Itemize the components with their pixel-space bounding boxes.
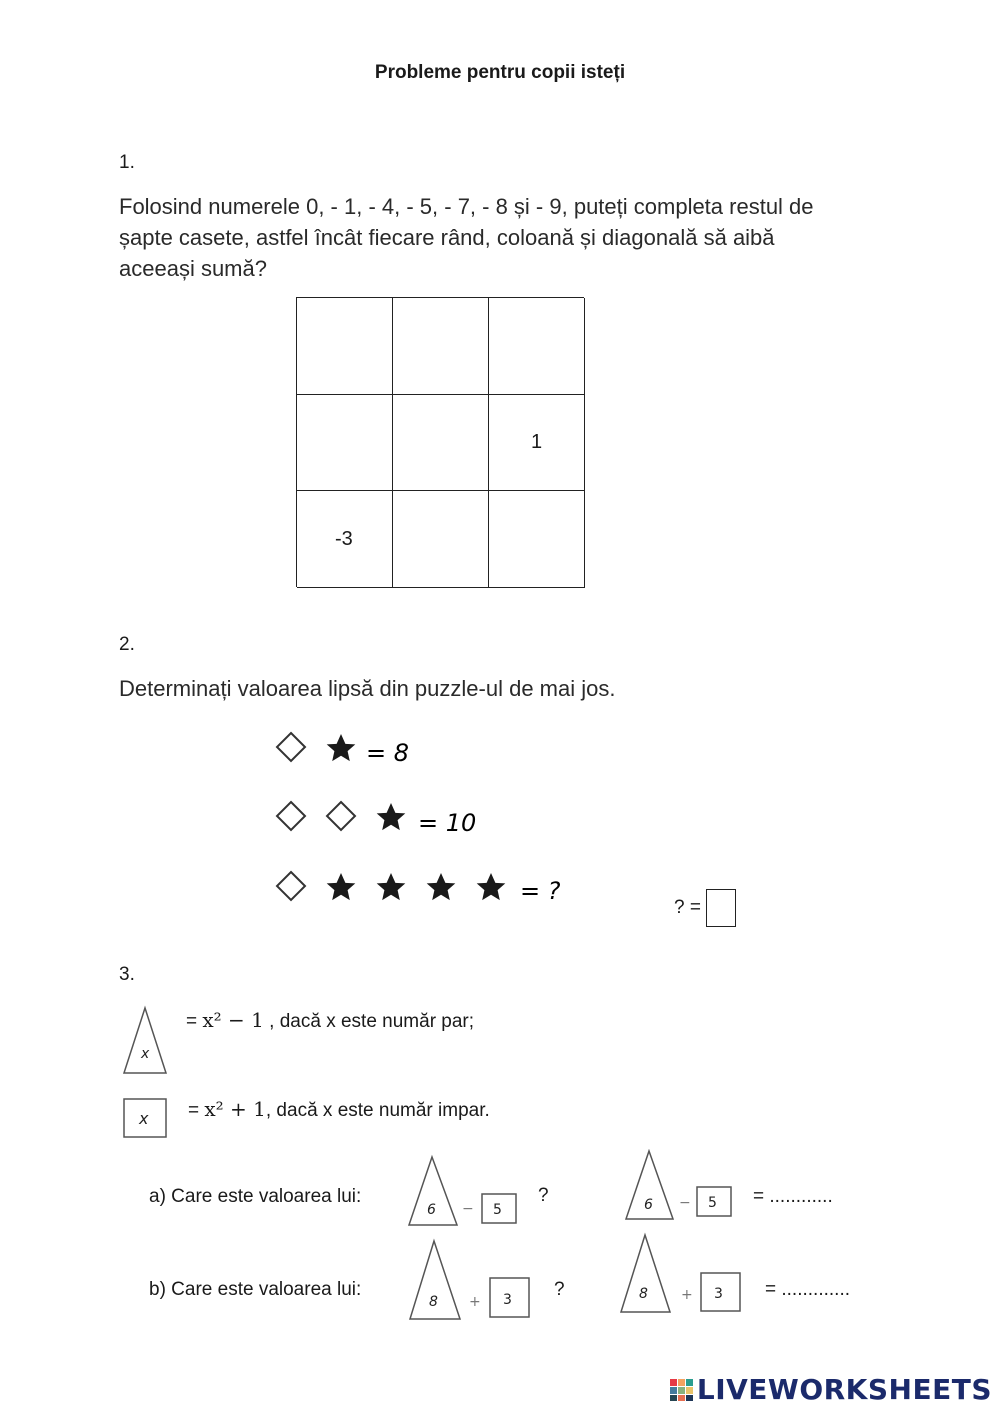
equation-3-result: = ? [520, 877, 561, 905]
rule-odd-text: , dacă x este număr impar. [265, 1100, 490, 1121]
question-1-text [119, 191, 909, 284]
part-a-operator: − [462, 1201, 474, 1217]
rule-even-prefix: = [186, 1011, 203, 1032]
equation-2-result: = 10 [418, 809, 477, 837]
question-3-number: 3. [119, 964, 135, 985]
part-a-square-number: 5 [493, 1202, 502, 1218]
star-icon [377, 873, 406, 900]
part-b-square-number: 3 [714, 1286, 723, 1302]
part-b-expression-1 [406, 1238, 536, 1324]
grid-cell[interactable] [489, 298, 585, 395]
answer-input[interactable] [706, 889, 736, 927]
triangle-shape-icon [121, 1005, 171, 1077]
star-icon [427, 873, 456, 900]
grid-cell[interactable] [393, 395, 489, 491]
star-icon [477, 873, 506, 900]
grid-cell-given: 1 [489, 395, 585, 491]
grid-cell[interactable] [489, 491, 585, 588]
rule-odd-prefix: = [188, 1100, 205, 1121]
rule-even [186, 1008, 474, 1033]
star-icon [327, 873, 356, 900]
rule-odd-formula: x² + 1 [204, 1097, 266, 1121]
grid-cell[interactable] [393, 298, 489, 395]
part-b-label: b) Care este valoarea lui: [149, 1279, 362, 1300]
diamond-icon [327, 802, 355, 830]
question-2-number: 2. [119, 634, 135, 655]
part-b-square-number: 3 [503, 1292, 512, 1308]
equation-1-result: = 8 [366, 739, 410, 767]
magic-square-grid [296, 297, 584, 587]
part-a-expression-1 [405, 1153, 525, 1229]
grid-cell[interactable] [393, 491, 489, 588]
triangle-variable: x [141, 1046, 150, 1062]
part-a-square-number: 5 [708, 1195, 717, 1211]
answer-label: ? = [674, 897, 701, 918]
square-variable: x [139, 1109, 149, 1128]
part-b-triangle-number: 8 [639, 1286, 648, 1302]
grid-cell[interactable] [297, 395, 393, 491]
part-a-answer-field[interactable]: = ............ [753, 1186, 833, 1207]
diamond-icon [277, 872, 305, 900]
liveworksheets-logo-icon [669, 1378, 695, 1402]
part-a-operator: − [679, 1195, 691, 1211]
part-a-label: a) Care este valoarea lui: [149, 1186, 362, 1207]
question-1-number: 1. [119, 152, 135, 173]
footer-brand: LIVEWORKSHEETS [696, 1373, 992, 1406]
part-a-triangle-number: 6 [644, 1197, 653, 1213]
part-b-triangle-number: 8 [429, 1294, 438, 1310]
answer-row [674, 889, 736, 927]
question-2-text: Determinați valoarea lipsă din puzzle-ul de mai jos. [119, 676, 616, 701]
question-1-line: șapte casete, astfel încât fiecare rând, coloană și diagonală să aibă [119, 225, 775, 250]
part-b-expression-2 [617, 1232, 747, 1318]
page-title: Probleme pentru copii isteți [374, 62, 626, 83]
part-b-operator: + [681, 1287, 693, 1303]
star-icon [327, 734, 356, 761]
diamond-icon [277, 802, 305, 830]
rule-odd [188, 1097, 490, 1122]
part-b-question-mark: ? [554, 1279, 565, 1300]
rule-even-text: , dacă x este număr par; [263, 1011, 475, 1032]
rule-even-formula: x² − 1 [202, 1008, 264, 1032]
question-1-line: aceeași sumă? [119, 256, 267, 281]
part-a-expression-2 [622, 1149, 742, 1225]
star-icon [377, 803, 406, 830]
diamond-icon [277, 733, 305, 761]
symbol-puzzle [270, 725, 580, 915]
part-a-triangle-number: 6 [427, 1202, 436, 1218]
footer-logo[interactable] [669, 1373, 992, 1406]
grid-cell-given: -3 [297, 491, 393, 588]
part-b-answer-field[interactable]: = ............. [765, 1279, 850, 1300]
grid-cell[interactable] [297, 298, 393, 395]
part-b-operator: + [469, 1294, 481, 1310]
part-a-question-mark: ? [538, 1185, 549, 1206]
question-1-line: Folosind numerele 0, - 1, - 4, - 5, - 7, - 8 și - 9, puteți completa restul de [119, 194, 814, 219]
square-shape-icon [121, 1096, 171, 1142]
